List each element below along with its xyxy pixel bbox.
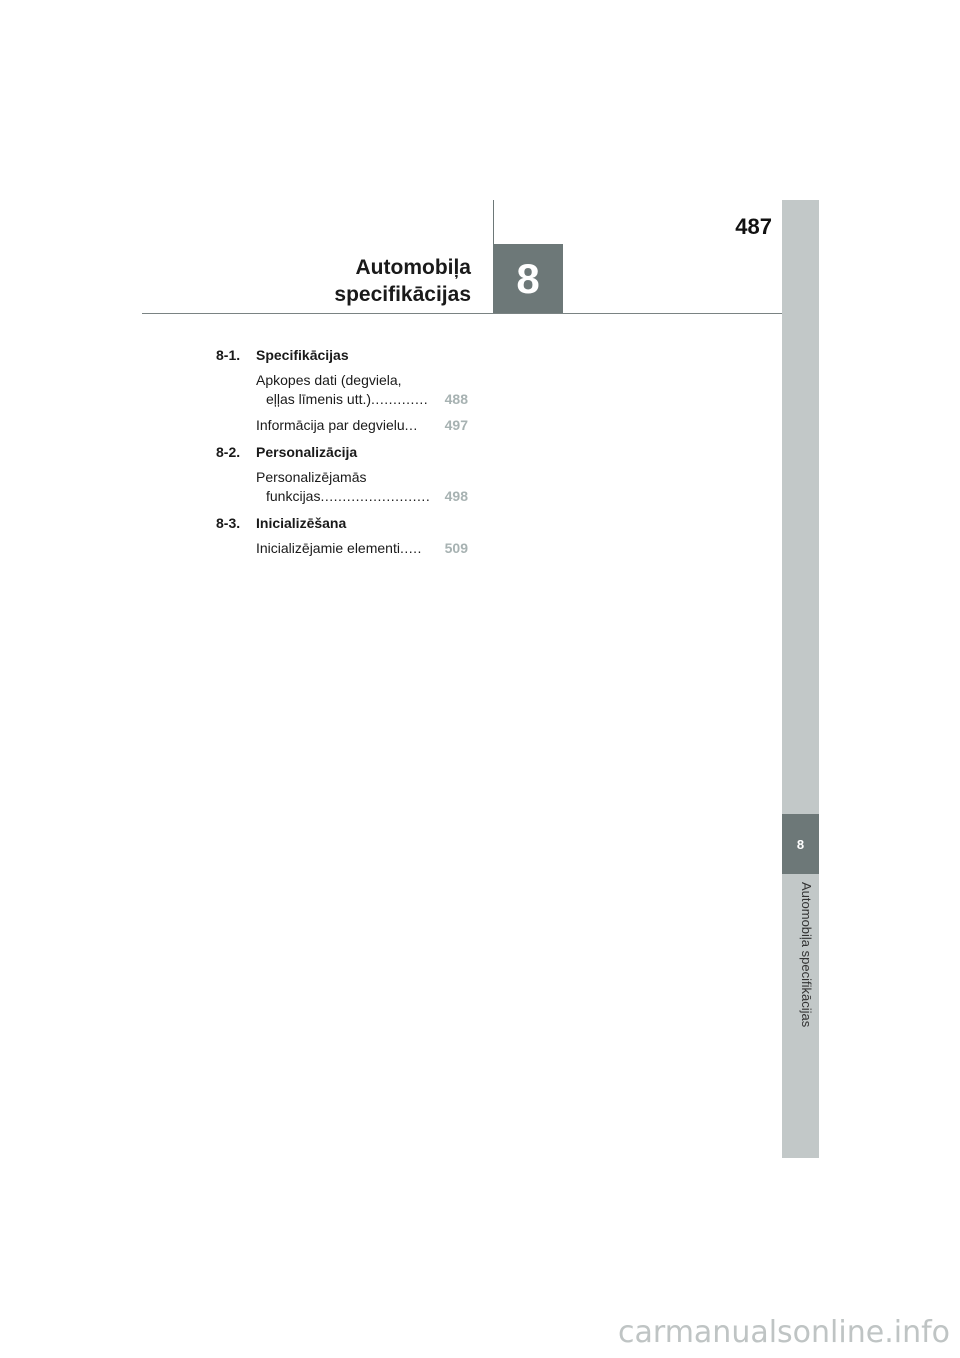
section-title: Inicializēšana [256, 515, 347, 531]
section-number: 8-3. [216, 515, 241, 531]
chapter-title [334, 254, 471, 308]
table-of-contents [216, 345, 468, 565]
chapter-title-line2: specifikācijas [334, 283, 471, 306]
entry-page-number[interactable]: 498 [444, 488, 468, 504]
entry-text-line1: Inicializējamie elementi [256, 540, 400, 556]
section-title: Specifikācijas [256, 347, 349, 363]
section-number: 8-1. [216, 347, 241, 363]
watermark: carmanualsonline.info [618, 1315, 950, 1350]
section-title: Personalizācija [256, 444, 358, 460]
entry-text-line2: funkcijas [266, 488, 321, 504]
chapter-title-line1: Automobiļa [355, 256, 471, 279]
toc-entry[interactable] [216, 539, 468, 558]
entry-text-line2: eļļas līmenis utt.) [266, 391, 372, 407]
entry-page-number[interactable]: 509 [444, 540, 468, 556]
header-divider [493, 200, 494, 245]
dot-leader: ..... [399, 540, 422, 556]
entry-text-line1: Apkopes dati (degviela, [256, 372, 402, 388]
header-rule [142, 313, 782, 314]
toc-section[interactable] [216, 345, 468, 365]
entry-text-line1: Informācija par degvielu [256, 417, 405, 433]
dot-leader: ............. [371, 391, 429, 407]
dot-leader: ... [404, 417, 418, 433]
entry-page-number[interactable]: 488 [444, 391, 468, 407]
toc-section[interactable] [216, 442, 468, 462]
entry-page-number[interactable]: 497 [444, 417, 468, 433]
side-tab-label: Automobiļa specifikācijas [799, 882, 814, 1028]
toc-section[interactable] [216, 513, 468, 533]
toc-entry[interactable] [216, 468, 468, 506]
side-tab-chapter-number: 8 [782, 814, 819, 874]
chapter-number-block: 8 [493, 244, 563, 314]
dot-leader: ......................... [320, 488, 431, 504]
toc-entry[interactable] [216, 371, 468, 409]
page-number: 487 [735, 214, 772, 239]
toc-entry[interactable] [216, 416, 468, 435]
entry-text-line1: Personalizējamās [256, 469, 367, 485]
section-number: 8-2. [216, 444, 241, 460]
